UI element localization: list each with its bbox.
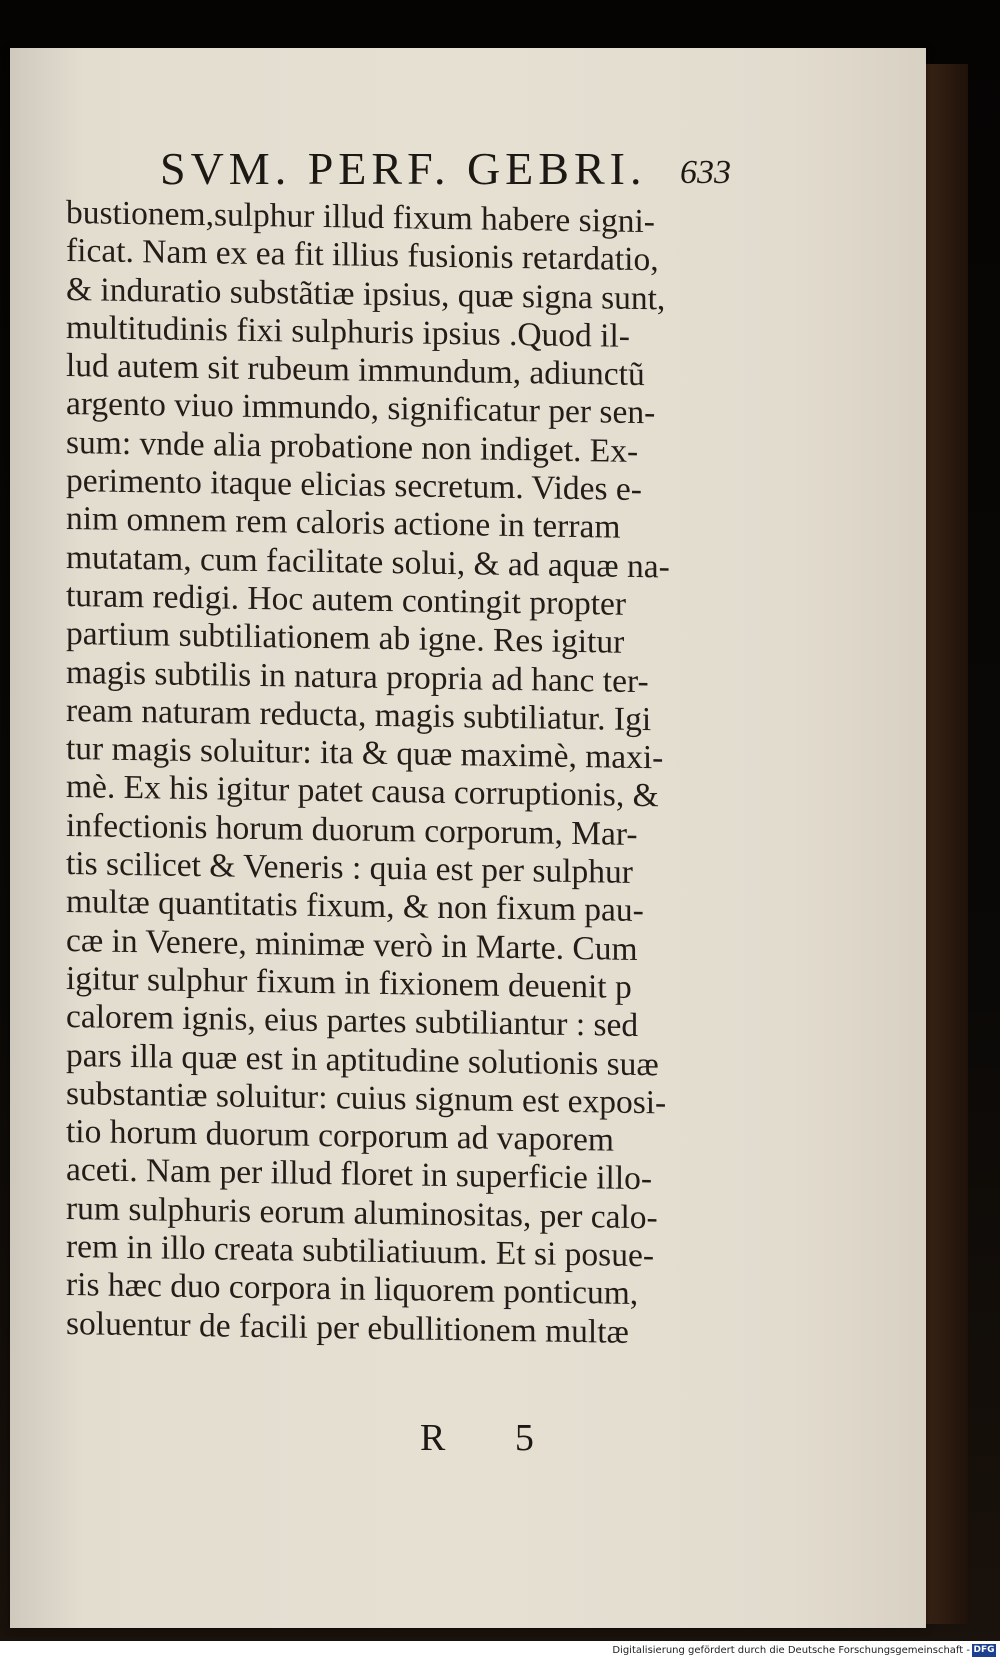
- text-line: pars illa quæ est in aptitudine solutionis suæ: [66, 1036, 659, 1083]
- dfg-logo: DFG: [973, 1645, 995, 1655]
- text-line: ficat. Nam ex ea fit illius fusionis retardatio,: [66, 232, 659, 279]
- text-line: multitudinis fixi sulphuris ipsius .Quod il-: [66, 308, 630, 355]
- text-line: tur magis soluitur: ita & quæ maximè, maxi-: [66, 730, 664, 777]
- text-line: tio horum duorum corporum ad vaporem: [66, 1113, 614, 1159]
- text-line: mutatam, cum facilitate solui, & ad aquæ na-: [66, 538, 670, 586]
- text-line: mè. Ex his igitur patet causa corruptionis, &: [66, 768, 659, 815]
- text-line: infectionis horum duorum corporum, Mar-: [66, 806, 638, 853]
- text-line: bustionem,sulphur illud fixum habere signi-: [66, 194, 655, 241]
- text-line: cæ in Venere, minimæ verò in Marte. Cum: [66, 921, 638, 968]
- text-line: sum: vnde alia probatione non indiget. Ex-: [66, 423, 639, 470]
- text-line: aceti. Nam per illud floret in superficie illo-: [66, 1151, 653, 1198]
- text-line: turam redigi. Hoc autem contingit propter: [66, 576, 627, 623]
- text-line: lud autem sit rubeum immundum, adiunctũ: [66, 347, 645, 394]
- digitization-credit: Digitalisierung gefördert durch die Deutsche Forschungsgemeinschaft -: [612, 1645, 970, 1656]
- page-number: 633: [680, 154, 731, 191]
- text-line: tis scilicet & Veneris : quia est per sulphur: [66, 845, 633, 891]
- text-line: & induratio substãtiæ ipsius, quæ signa sunt,: [66, 270, 666, 318]
- running-title: SVM. PERF. GEBRI.: [160, 143, 647, 194]
- body-text: [66, 194, 766, 1354]
- page-header: [160, 136, 760, 196]
- text-line: calorem ignis, eius partes subtiliantur : sed: [66, 998, 639, 1045]
- text-line: soluentur de facili per ebullitionem multæ: [66, 1304, 629, 1351]
- text-line: igitur sulphur fixum in fixionem deuenit p: [66, 959, 632, 1006]
- signature-mark: R 5: [420, 1417, 564, 1459]
- text-line: rem in illo creata subtiliatiuum. Et si posue-: [66, 1228, 654, 1275]
- text-line: argento viuo immundo, significatur per sen-: [66, 385, 656, 432]
- text-line: rum sulphuris eorum aluminositas, per calo-: [66, 1189, 658, 1237]
- text-line: nim omnem rem caloris actione in terram: [66, 500, 621, 547]
- text-line: magis subtilis in natura propria ad hanc ter-: [66, 653, 649, 700]
- text-line: substantiæ soluitur: cuius signum est exposi-: [66, 1074, 667, 1122]
- text-line: multæ quantitatis fixum, & non fixum pau-: [66, 883, 644, 930]
- text-line: partium subtiliationem ab igne. Res igitur: [66, 615, 625, 662]
- text-line: ris hæc duo corpora in liquorem ponticum,: [66, 1266, 639, 1313]
- text-line: ream naturam reducta, magis subtiliatur. Igi: [66, 691, 652, 739]
- text-line: perimento itaque elicias secretum. Vides e-: [66, 462, 642, 509]
